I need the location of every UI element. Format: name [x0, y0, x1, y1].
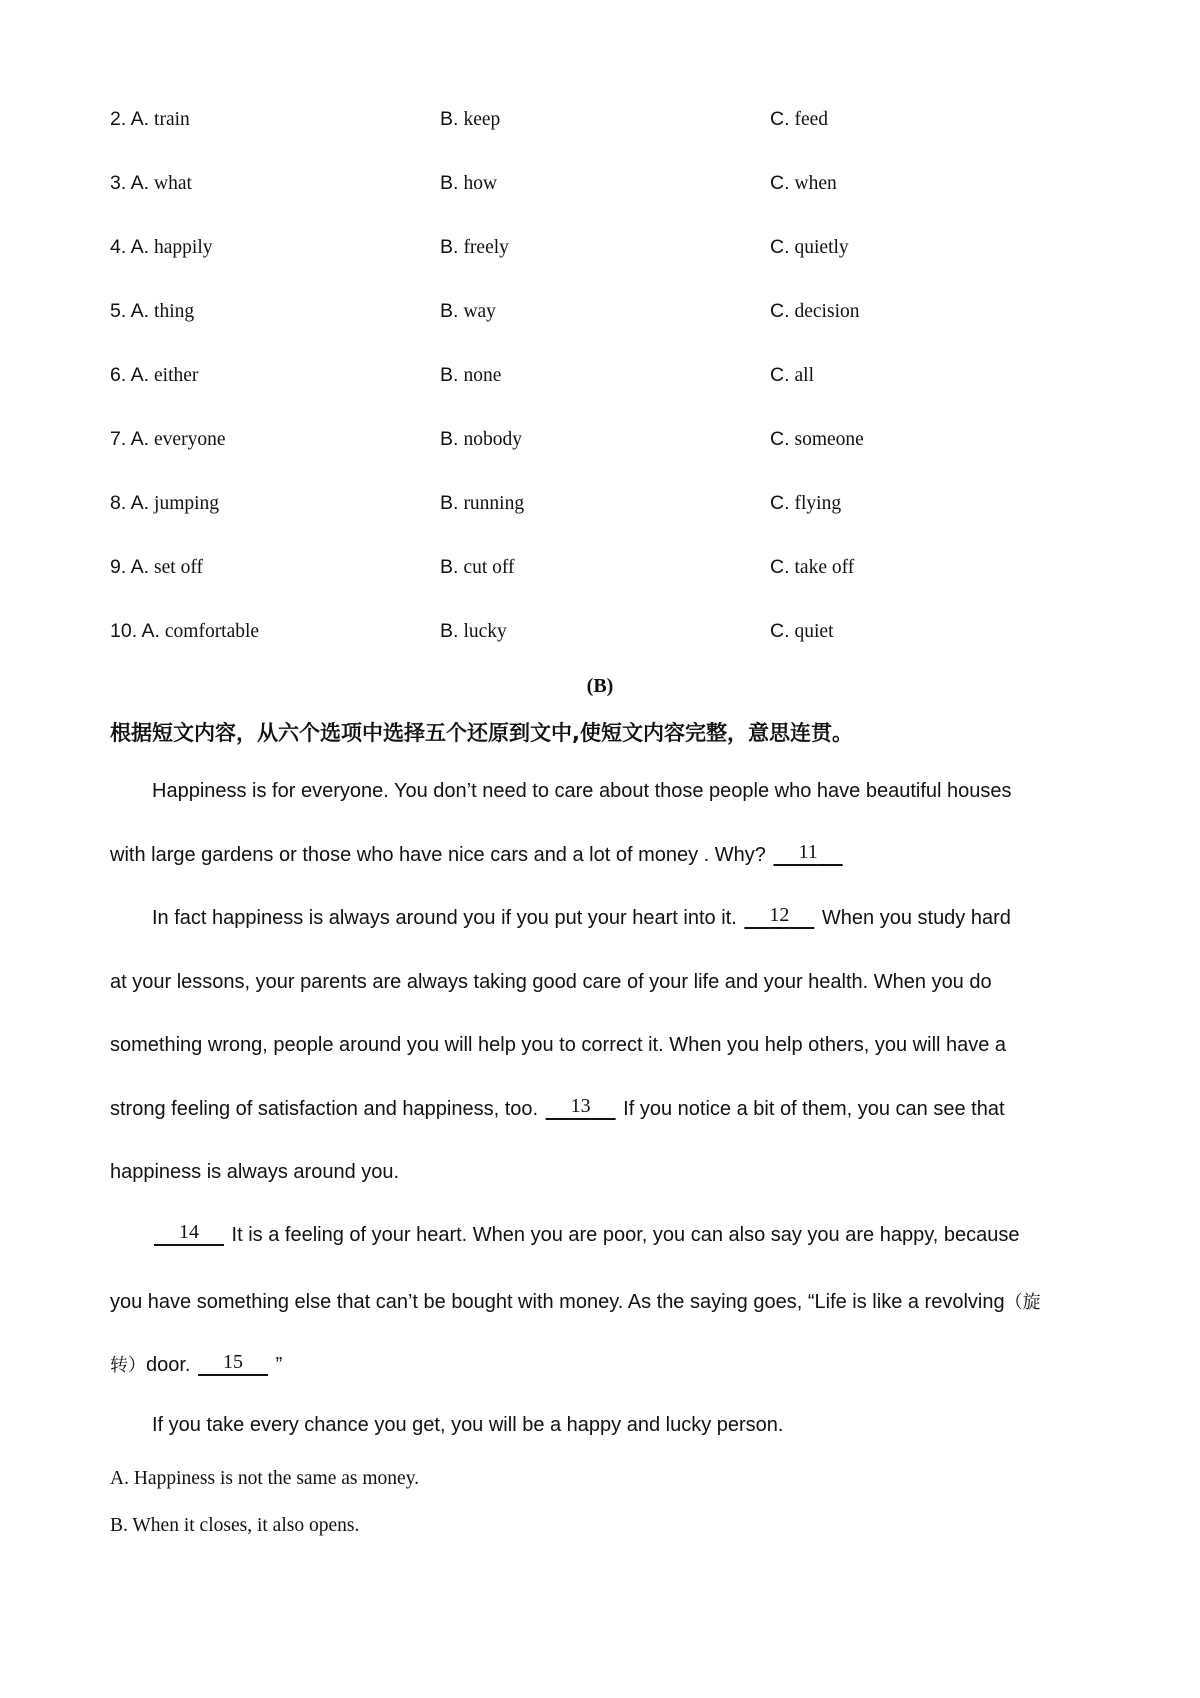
- option-a[interactable]: [110, 492, 219, 515]
- option-label: B.: [440, 108, 459, 130]
- option-label: B.: [440, 172, 459, 194]
- option-c[interactable]: [770, 172, 837, 195]
- option-text: flying: [794, 493, 842, 514]
- passage-line: [152, 1221, 1020, 1247]
- option-row: [110, 492, 1110, 556]
- option-label: C.: [770, 300, 790, 322]
- option-label: C.: [770, 492, 790, 514]
- passage-text: 转）: [110, 1355, 146, 1376]
- option-row: [110, 556, 1110, 620]
- option-text: someone: [794, 429, 864, 450]
- option-c[interactable]: [770, 300, 859, 323]
- option-c[interactable]: [770, 620, 834, 643]
- option-label: B.: [440, 492, 459, 514]
- option-label: C.: [770, 172, 790, 194]
- passage-text: something wrong, people around you will help you to correct it. When you help others, you will have a: [110, 1034, 1007, 1056]
- option-b[interactable]: [440, 172, 497, 195]
- option-label: B.: [440, 236, 459, 258]
- option-text: comfortable: [164, 621, 260, 642]
- blank-number: 12: [769, 904, 790, 926]
- passage-text: In fact happiness is always around you if you put your heart into it.: [152, 907, 743, 929]
- passage-line: [110, 841, 845, 867]
- option-row: [110, 236, 1110, 300]
- option-label: B.: [440, 620, 459, 642]
- instruction-text: 根据短文内容，从六个选项中选择五个还原到文中,使短文内容完整，意思连贯。: [110, 721, 853, 745]
- passage-line: [152, 1414, 783, 1437]
- option-text: nobody: [463, 429, 522, 450]
- option-label: C.: [770, 620, 790, 642]
- option-label: 9. A.: [110, 556, 150, 578]
- option-row: [110, 300, 1110, 364]
- blank-number: 13: [570, 1095, 591, 1117]
- option-c[interactable]: [770, 236, 849, 259]
- option-c[interactable]: [770, 492, 841, 515]
- option-text: what: [154, 173, 192, 194]
- option-label: 2. A.: [110, 108, 150, 130]
- option-a[interactable]: [110, 236, 213, 259]
- passage-text: It is a feeling of your heart. When you are poor, you can also say you are happy, because: [226, 1224, 1020, 1246]
- option-c[interactable]: [770, 428, 864, 451]
- options-table: [110, 108, 1110, 684]
- blank-12[interactable]: [742, 904, 816, 930]
- option-text: feed: [794, 109, 829, 130]
- passage-line: [152, 780, 1012, 803]
- option-text: happily: [154, 237, 213, 258]
- option-b[interactable]: [440, 620, 507, 643]
- option-label: B.: [440, 300, 459, 322]
- option-label: C.: [770, 428, 790, 450]
- option-text: quietly: [794, 237, 849, 258]
- option-text: everyone: [154, 429, 226, 450]
- passage-text: strong feeling of satisfaction and happiness, too.: [110, 1098, 544, 1120]
- passage-text: When you study hard: [816, 907, 1011, 929]
- option-text: train: [154, 109, 190, 130]
- option-c[interactable]: [770, 556, 854, 579]
- option-row: [110, 172, 1110, 236]
- passage-text: with large gardens or those who have nice cars and a lot of money . Why?: [110, 844, 772, 866]
- option-label: B.: [440, 556, 459, 578]
- option-b[interactable]: [440, 492, 524, 515]
- option-label: 7. A.: [110, 428, 150, 450]
- option-text: either: [154, 365, 199, 386]
- option-a[interactable]: [110, 300, 194, 323]
- option-a[interactable]: [110, 172, 192, 195]
- blank-13[interactable]: [544, 1095, 618, 1121]
- option-c[interactable]: [770, 108, 828, 131]
- option-text: lucky: [463, 621, 507, 642]
- passage-text: （旋: [1004, 1292, 1041, 1313]
- passage-line: [152, 904, 1011, 930]
- passage-text: you have something else that can’t be bought with money. As the saying goes, “Life is like a revolving: [110, 1291, 1005, 1313]
- passage-text: door.: [146, 1354, 197, 1376]
- passage-text: at your lessons, your parents are always taking good care of your life and your health. When you do: [110, 971, 992, 993]
- blank-15[interactable]: [196, 1351, 270, 1377]
- passage-line: [110, 1161, 399, 1184]
- option-b[interactable]: [440, 364, 501, 387]
- blank-11[interactable]: [771, 841, 844, 867]
- option-text: all: [794, 365, 814, 386]
- passage-text: Happiness is for everyone. You don’t need to care about those people who have beautiful houses: [152, 780, 1012, 802]
- choice-b: B. When it closes, it also opens.: [110, 1515, 360, 1536]
- passage-text: ”: [270, 1354, 283, 1376]
- section-title: (B): [586, 675, 614, 697]
- option-b[interactable]: [440, 556, 515, 579]
- blank-14[interactable]: [152, 1221, 226, 1247]
- passage-line: [110, 1034, 1006, 1057]
- option-b[interactable]: [440, 236, 509, 259]
- blank-number: 14: [179, 1221, 199, 1243]
- option-label: 3. A.: [110, 172, 150, 194]
- option-a[interactable]: [110, 428, 226, 451]
- option-b[interactable]: [440, 428, 522, 451]
- option-label: 6. A.: [110, 364, 150, 386]
- passage-line: [110, 1351, 282, 1377]
- passage-text: If you take every chance you get, you will be a happy and lucky person.: [152, 1414, 784, 1436]
- option-text: jumping: [154, 493, 220, 514]
- option-label: C.: [770, 364, 790, 386]
- option-row: [110, 108, 1110, 172]
- option-a[interactable]: [110, 108, 190, 131]
- option-a[interactable]: [110, 556, 203, 579]
- option-label: C.: [770, 108, 790, 130]
- passage-text: If you notice a bit of them, you can see that: [617, 1098, 1005, 1120]
- option-label: B.: [440, 364, 459, 386]
- option-text: none: [463, 365, 502, 386]
- blank-number: 11: [798, 841, 818, 863]
- option-text: take off: [794, 557, 855, 578]
- option-text: when: [794, 173, 837, 194]
- option-text: keep: [463, 109, 501, 130]
- option-text: set off: [154, 557, 203, 578]
- passage-line: [110, 1095, 1005, 1121]
- option-text: running: [463, 493, 525, 514]
- option-a[interactable]: [110, 620, 259, 643]
- option-text: how: [463, 173, 498, 194]
- choice-a: A. Happiness is not the same as money.: [110, 1468, 420, 1489]
- option-b[interactable]: [440, 108, 500, 131]
- option-label: 10. A.: [110, 620, 160, 642]
- option-label: 4. A.: [110, 236, 150, 258]
- option-label: 8. A.: [110, 492, 150, 514]
- passage-text: happiness is always around you.: [110, 1161, 400, 1183]
- option-label: B.: [440, 428, 459, 450]
- option-a[interactable]: [110, 364, 198, 387]
- option-label: C.: [770, 236, 790, 258]
- passage-line: [110, 1288, 1041, 1314]
- option-c[interactable]: [770, 364, 814, 387]
- option-text: decision: [794, 301, 860, 322]
- option-label: 5. A.: [110, 300, 150, 322]
- option-text: quiet: [794, 621, 834, 642]
- option-text: freely: [463, 237, 509, 258]
- passage-line: [110, 971, 992, 994]
- option-b[interactable]: [440, 300, 496, 323]
- option-text: way: [463, 301, 496, 322]
- option-row: [110, 364, 1110, 428]
- blank-number: 15: [223, 1351, 244, 1373]
- option-text: thing: [154, 301, 195, 322]
- option-text: cut off: [463, 557, 515, 578]
- option-label: C.: [770, 556, 790, 578]
- option-row: [110, 428, 1110, 492]
